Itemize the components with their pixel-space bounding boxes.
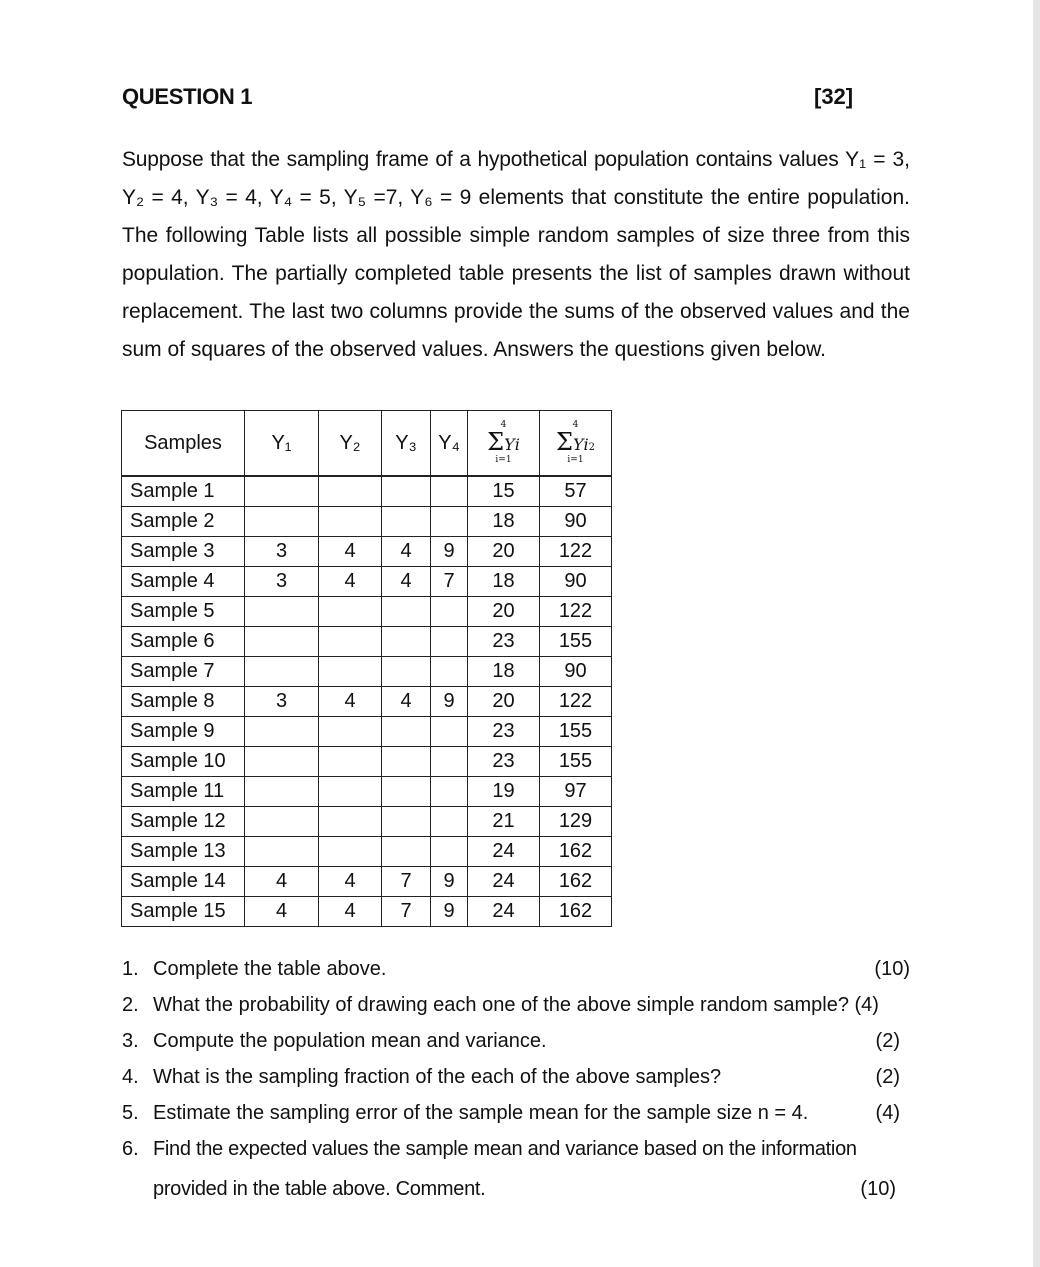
table-row <box>122 777 612 807</box>
table-row <box>122 867 612 897</box>
cell-y3: 4 <box>382 687 431 717</box>
question-text: Complete the table above. <box>153 958 387 980</box>
cell-y3 <box>382 597 431 627</box>
cell-y3: 4 <box>382 567 431 597</box>
cell-y3 <box>382 476 431 507</box>
cell-sum: 20 <box>468 537 540 567</box>
cell-y1: 4 <box>245 867 319 897</box>
question-number: 5. <box>122 1102 139 1124</box>
question-item-4 <box>122 1059 910 1095</box>
cell-y2: 4 <box>319 567 382 597</box>
cell-y3 <box>382 627 431 657</box>
cell-y1 <box>245 777 319 807</box>
question-title: QUESTION 1 <box>122 84 253 109</box>
question-text-line2: provided in the table above. Comment. <box>153 1178 486 1200</box>
cell-y2 <box>319 807 382 837</box>
cell-sum: 24 <box>468 867 540 897</box>
question-text: What the probability of drawing each one of the above simple random sample? (4) <box>153 994 879 1016</box>
question-text: Compute the population mean and variance. <box>153 1030 547 1052</box>
cell-sumsq: 155 <box>540 627 612 657</box>
header-samples <box>122 411 245 477</box>
question-item-3 <box>122 1023 910 1059</box>
cell-sumsq: 162 <box>540 837 612 867</box>
cell-y1: 3 <box>245 537 319 567</box>
header-samples-label: Samples <box>144 431 222 454</box>
cell-y3 <box>382 807 431 837</box>
sample-name-cell: Sample 9 <box>122 717 245 747</box>
cell-y1: 4 <box>245 897 319 927</box>
cell-sumsq: 162 <box>540 867 612 897</box>
sumsq-lower-limit: i=1 <box>567 455 584 465</box>
sample-name-cell: Sample 10 <box>122 747 245 777</box>
sample-name-cell: Sample 2 <box>122 507 245 537</box>
cell-sumsq: 97 <box>540 777 612 807</box>
question-marks: (2) <box>875 1030 900 1052</box>
table-row <box>122 657 612 687</box>
cell-sum: 24 <box>468 897 540 927</box>
cell-y2 <box>319 476 382 507</box>
header-y4: Y₄ <box>431 411 468 477</box>
cell-sum: 15 <box>468 476 540 507</box>
cell-y4: 9 <box>431 897 468 927</box>
question-item-1 <box>122 951 910 987</box>
cell-y4 <box>431 507 468 537</box>
sum-subscript: i <box>514 435 520 454</box>
cell-y4 <box>431 837 468 867</box>
cell-sumsq: 57 <box>540 476 612 507</box>
cell-y4 <box>431 627 468 657</box>
table-row <box>122 687 612 717</box>
cell-sum: 21 <box>468 807 540 837</box>
cell-y4 <box>431 777 468 807</box>
question-item-5 <box>122 1095 910 1131</box>
table-row <box>122 627 612 657</box>
cell-y1: 3 <box>245 567 319 597</box>
sumsq-exponent: 2 <box>588 442 596 453</box>
intro-first-line: Suppose that the sampling frame of a hypothetical population contains values <box>122 148 839 171</box>
cell-y2 <box>319 837 382 867</box>
table-row <box>122 747 612 777</box>
cell-sumsq: 162 <box>540 897 612 927</box>
cell-y2 <box>319 627 382 657</box>
cell-y3 <box>382 837 431 867</box>
cell-y1 <box>245 476 319 507</box>
sample-name-cell: Sample 15 <box>122 897 245 927</box>
sample-name-cell: Sample 14 <box>122 867 245 897</box>
cell-sumsq: 155 <box>540 747 612 777</box>
header-sum <box>468 411 540 477</box>
cell-y2: 4 <box>319 537 382 567</box>
sample-name-cell: Sample 6 <box>122 627 245 657</box>
cell-y3 <box>382 777 431 807</box>
sample-name-cell: Sample 4 <box>122 567 245 597</box>
sample-name-cell: Sample 11 <box>122 777 245 807</box>
page-edge <box>1033 0 1040 1267</box>
cell-sumsq: 122 <box>540 597 612 627</box>
cell-sumsq: 122 <box>540 687 612 717</box>
cell-y3: 7 <box>382 897 431 927</box>
cell-y3: 7 <box>382 867 431 897</box>
cell-y2: 4 <box>319 867 382 897</box>
table-row <box>122 717 612 747</box>
sum-squares-formula <box>556 421 595 465</box>
cell-sum: 18 <box>468 657 540 687</box>
cell-sum: 23 <box>468 717 540 747</box>
sumsq-subscript: i <box>583 435 589 454</box>
sample-name-cell: Sample 7 <box>122 657 245 687</box>
cell-y4 <box>431 476 468 507</box>
table-row <box>122 537 612 567</box>
table-header-row <box>122 411 612 477</box>
cell-y4 <box>431 807 468 837</box>
sigma-icon: Σ <box>555 428 573 456</box>
cell-y4 <box>431 747 468 777</box>
cell-y2 <box>319 597 382 627</box>
question-item-6 <box>122 1131 910 1211</box>
cell-sumsq: 90 <box>540 657 612 687</box>
table-row <box>122 507 612 537</box>
cell-y4: 9 <box>431 537 468 567</box>
cell-y1: 3 <box>245 687 319 717</box>
cell-y2: 4 <box>319 687 382 717</box>
sum-term: Y <box>504 435 515 454</box>
table-row <box>122 567 612 597</box>
sigma-icon: Σ <box>487 428 505 456</box>
cell-y3 <box>382 657 431 687</box>
cell-y4: 7 <box>431 567 468 597</box>
table-row <box>122 897 612 927</box>
question-intro <box>122 141 910 369</box>
sum-formula <box>487 421 520 465</box>
cell-y2 <box>319 777 382 807</box>
question-marks: (4) <box>875 1102 900 1124</box>
sample-name-cell: Sample 8 <box>122 687 245 717</box>
sum-upper-limit: 4 <box>500 420 507 430</box>
cell-y2 <box>319 717 382 747</box>
sample-name-cell: Sample 1 <box>122 476 245 507</box>
cell-y1 <box>245 807 319 837</box>
sumsq-term: Y <box>572 435 584 454</box>
table-row <box>122 807 612 837</box>
cell-y2 <box>319 507 382 537</box>
cell-y4 <box>431 657 468 687</box>
header-y1: Y₁ <box>245 411 319 477</box>
cell-sumsq: 90 <box>540 507 612 537</box>
question-marks: (10) <box>860 1178 896 1200</box>
header-y3: Y₃ <box>382 411 431 477</box>
sample-name-cell: Sample 13 <box>122 837 245 867</box>
table-row <box>122 837 612 867</box>
cell-y3 <box>382 717 431 747</box>
question-number: 2. <box>122 994 139 1016</box>
question-number: 1. <box>122 958 139 980</box>
sum-lower-limit: i=1 <box>495 455 512 465</box>
cell-y2: 4 <box>319 897 382 927</box>
cell-y1 <box>245 507 319 537</box>
question-number: 6. <box>122 1138 139 1160</box>
cell-sum: 23 <box>468 627 540 657</box>
cell-y4: 9 <box>431 687 468 717</box>
cell-sum: 20 <box>468 597 540 627</box>
sample-name-cell: Sample 12 <box>122 807 245 837</box>
cell-sumsq: 155 <box>540 717 612 747</box>
table-row <box>122 597 612 627</box>
intro-body: Y₁ = 3, Y₂ = 4, Y₃ = 4, Y₄ = 5, Y₅ =7, Y₆ = 9 elements that constitute the entire population. The following Table lists all possible simple random samples of size three from this population. The partially completed table presents the list of samples drawn without replacement. The last two columns provide the sums of the observed values and the sum of squares of the observed values. Answers the questions given below. <box>122 148 910 361</box>
cell-y1 <box>245 597 319 627</box>
cell-sum: 24 <box>468 837 540 867</box>
samples-table <box>121 410 612 927</box>
cell-y3: 4 <box>382 537 431 567</box>
cell-y4 <box>431 717 468 747</box>
cell-sum: 18 <box>468 567 540 597</box>
cell-y1 <box>245 657 319 687</box>
sample-name-cell: Sample 5 <box>122 597 245 627</box>
cell-y1 <box>245 627 319 657</box>
header-y2: Y₂ <box>319 411 382 477</box>
question-marks: (10) <box>874 958 910 980</box>
cell-sum: 19 <box>468 777 540 807</box>
cell-sumsq: 129 <box>540 807 612 837</box>
cell-y3 <box>382 507 431 537</box>
cell-sum: 23 <box>468 747 540 777</box>
question-total-marks: [32] <box>814 84 854 109</box>
question-number: 3. <box>122 1030 139 1052</box>
cell-y3 <box>382 747 431 777</box>
question-item-2 <box>122 987 910 1023</box>
cell-y1 <box>245 717 319 747</box>
question-text: Estimate the sampling error of the sample mean for the sample size n = 4. <box>153 1102 809 1124</box>
question-list <box>122 951 910 1211</box>
cell-y1 <box>245 837 319 867</box>
cell-sum: 18 <box>468 507 540 537</box>
header-sum-squares <box>540 411 612 477</box>
question-text: What is the sampling fraction of the each of the above samples? <box>153 1066 722 1088</box>
sample-name-cell: Sample 3 <box>122 537 245 567</box>
sumsq-upper-limit: 4 <box>572 420 579 430</box>
cell-sumsq: 122 <box>540 537 612 567</box>
cell-y2 <box>319 747 382 777</box>
question-number: 4. <box>122 1066 139 1088</box>
question-text-line1: Find the expected values the sample mean and variance based on the information <box>153 1138 857 1160</box>
cell-y1 <box>245 747 319 777</box>
cell-y2 <box>319 657 382 687</box>
cell-sumsq: 90 <box>540 567 612 597</box>
cell-y4: 9 <box>431 867 468 897</box>
cell-y4 <box>431 597 468 627</box>
table-row <box>122 476 612 507</box>
cell-sum: 20 <box>468 687 540 717</box>
question-marks: (2) <box>875 1066 900 1088</box>
